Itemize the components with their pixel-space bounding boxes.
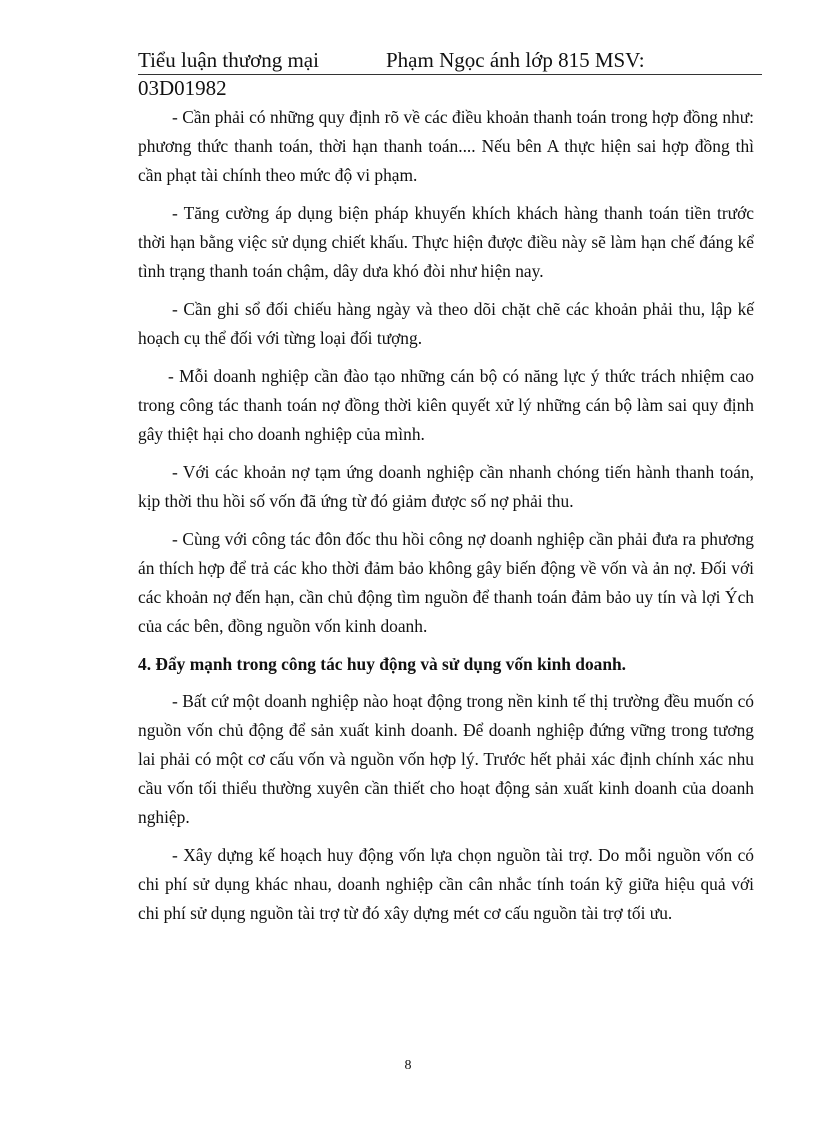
page-number: 8: [404, 1058, 412, 1073]
paragraph: - Tăng cường áp dụng biện pháp khuyến khích khách hàng thanh toán tiền trước thời hạn bằng việc sử dụng chiết khấu. Thực hiện được điều này sẽ làm hạn chế đáng kể tình trạng thanh toán chậm, dây dưa khó đòi như hiện nay.: [138, 203, 754, 281]
paragraph: - Bất cứ một doanh nghiệp nào hoạt động trong nền kinh tế thị trường đều muốn có nguồn vốn chủ động để sản xuất kinh doanh. Để doanh nghiệp đứng vững trong tương lai phải có một cơ cấu vốn và nguồn vốn hợp lý. Trước hết phải xác định chính xác nhu cầu vốn tối thiểu thường xuyên cần thiết cho hoạt động sản xuất kinh doanh của doanh nghiệp.: [138, 691, 754, 827]
paragraph: - Mỗi doanh nghiệp cần đào tạo những cán bộ có năng lực ý thức trách nhiệm cao trong công tác thanh toán nợ đồng thời kiên quyết xử lý những cán bộ làm sai quy định gây thiệt hại cho doanh nghiệp của mình.: [138, 366, 754, 444]
page-header: [138, 48, 762, 72]
paragraph: - Với các khoản nợ tạm ứng doanh nghiệp cần nhanh chóng tiến hành thanh toán, kịp thời thu hồi số vốn đã ứng từ đó giảm được số nợ phải thu.: [138, 462, 754, 511]
paragraph: - Cần ghi sổ đối chiếu hàng ngày và theo dõi chặt chẽ các khoản phải thu, lập kế hoạch cụ thể đối với từng loại đối tượng.: [138, 299, 754, 348]
header-title: Tiểu luận thương mại: [138, 48, 319, 72]
paragraph: - Xây dựng kế hoạch huy động vốn lựa chọn nguồn tài trợ. Do mỗi nguồn vốn có chi phí sử dụng khác nhau, doanh nghiệp cần cân nhắc tính toán kỹ giữa hiệu quả với chi phí sử dụng nguồn tài trợ từ đó xây dựng mét cơ cấu nguồn tài trợ tối ưu.: [138, 845, 754, 923]
header-student-id: 03D01982: [138, 76, 227, 100]
paragraph: - Cùng với công tác đôn đốc thu hồi công nợ doanh nghiệp cần phải đưa ra phương án thích hợp để trả các kho thời đảm bảo không gây biến động về vốn và ản nợ. Đối với các khoản nợ đến hạn, cần chủ động tìm nguồn để thanh toán đảm bảo uy tín và lợi Ých của các bên, đồng nguồn vốn kinh doanh.: [138, 529, 754, 636]
header-line: [138, 48, 762, 72]
header-divider: [138, 74, 762, 75]
document-body: [138, 103, 754, 937]
section-heading: 4. Đẩy mạnh trong công tác huy động và sử dụng vốn kinh doanh.: [138, 654, 627, 674]
header-author: Phạm Ngọc ánh lớp 815 MSV:: [386, 48, 645, 72]
paragraph: - Cần phải có những quy định rõ về các điều khoản thanh toán trong hợp đồng như: phương thức thanh toán, thời hạn thanh toán.... Nếu bên A thực hiện sai hợp đồng thì cần phạt tài chính theo mức độ vi phạm.: [138, 107, 754, 185]
